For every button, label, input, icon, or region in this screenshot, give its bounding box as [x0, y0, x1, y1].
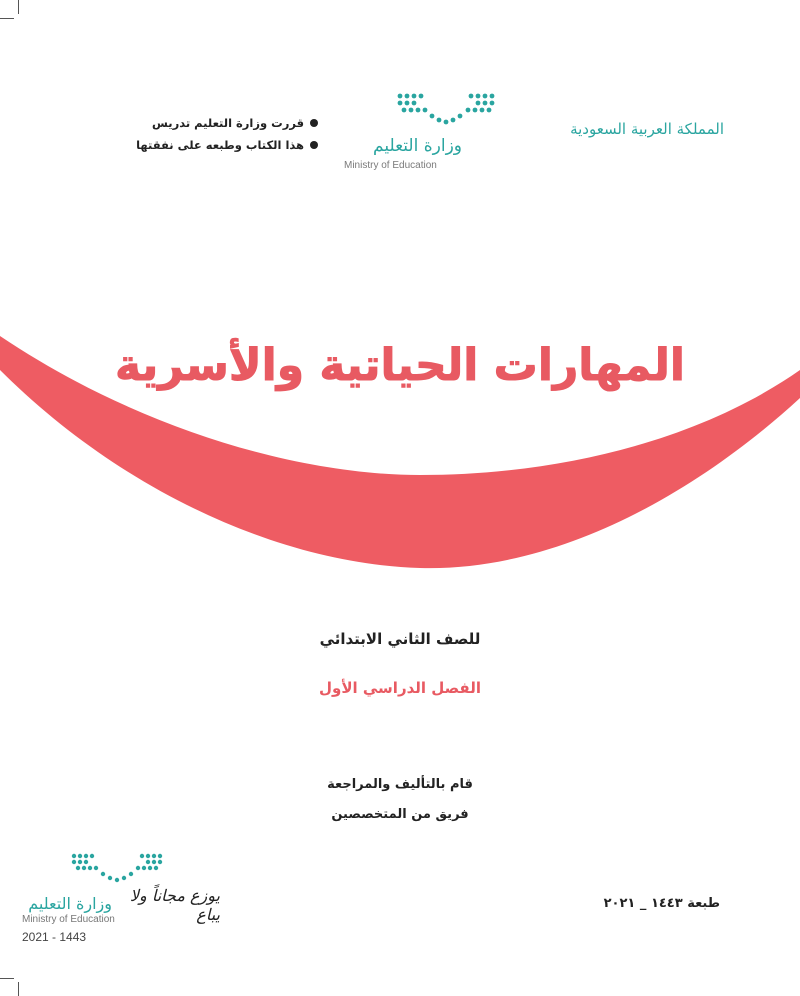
year-label: 2021 - 1443 [22, 930, 87, 944]
ministry-name-en: Ministry of Education [344, 160, 437, 171]
crop-mark [18, 982, 19, 996]
bullet-icon [310, 141, 318, 149]
ministry-logo [340, 90, 510, 180]
grade-label: للصف الثاني الابتدائي [319, 630, 481, 648]
ministry-logo-dots-icon [396, 92, 500, 126]
authors-line: فريق من المتخصصين [331, 807, 469, 822]
kingdom-name: المملكة العربية السعودية [570, 120, 724, 138]
authors-block [0, 770, 800, 830]
crop-mark [18, 0, 19, 14]
free-distribution-note: يوزع مجاناً ولا يباع [129, 886, 220, 924]
ministry-stamp [20, 850, 220, 950]
ministry-name-ar: وزارة التعليم [373, 136, 462, 156]
book-title: المهارات الحياتية والأسرية [115, 340, 685, 391]
approval-line [88, 138, 318, 152]
ministry-name-en: Ministry of Education [22, 914, 115, 925]
approval-line-text: هذا الكتاب وطبعه على نفقتها [136, 138, 304, 152]
approval-line-text: قررت وزارة التعليم تدريس [152, 116, 304, 130]
ministry-name-ar: وزارة التعليم [28, 894, 112, 913]
approval-statement [88, 116, 318, 160]
edition-label: طبعة ١٤٤٣ _ ٢٠٢١ [603, 896, 720, 911]
authors-line: قام بالتأليف والمراجعة [327, 777, 473, 792]
crop-mark [0, 18, 14, 19]
semester-label: الفصل الدراسي الأول [319, 679, 481, 697]
ministry-logo-dots-icon [70, 852, 166, 884]
crop-mark [0, 978, 14, 979]
approval-line [88, 116, 318, 130]
bullet-icon [310, 119, 318, 127]
